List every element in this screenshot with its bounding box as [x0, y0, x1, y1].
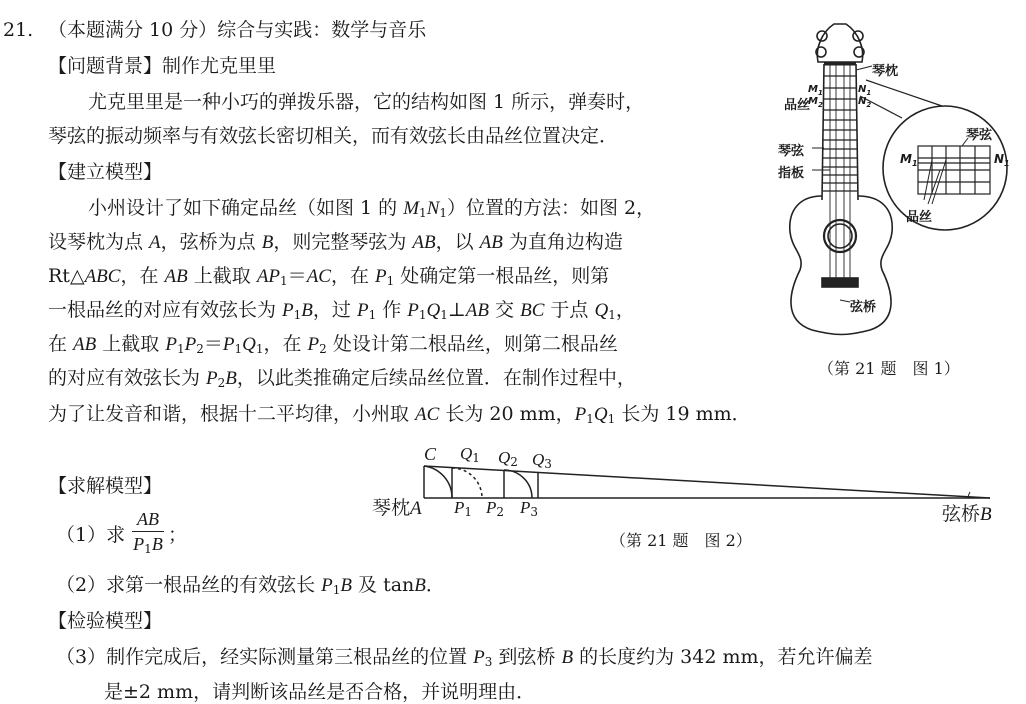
model-line-4: 一根品丝的对应有效弦长为 $P_1B$，过 $P_1$ 作 $P_1Q_1\perp AB$ 交 BC 于点 $Q_1$， [48, 299, 635, 322]
label-zoom-M1: $M_1$ [900, 152, 918, 168]
arc-1 [424, 466, 452, 498]
figure-1-caption: （第 21 题 图 1） [818, 359, 960, 378]
model-line-2: 设琴枕为点 A，弦桥为点 B，则完整琴弦为 AB，以 AB 为直角边构造 [48, 231, 623, 253]
question-1-tail: ； [168, 524, 188, 546]
label-zoom-N1: $N_1$ [994, 152, 1010, 168]
label-qinzhen-A: 琴枕A [372, 497, 422, 519]
section-model: 【建立模型】 [48, 161, 163, 183]
label-zoom-qinxian: 琴弦 [966, 128, 993, 143]
model-line-5: 在 AB 上截取 $P_1P_2=P_1Q_1$，在 $P_2$ 处设计第二根品丝，则第二根品丝 [48, 333, 618, 356]
background-line-1: 尤克里里是一种小巧的弹拨乐器，它的结构如图 1 所示，弹奏时， [88, 91, 645, 113]
model-line-1: 小州设计了如下确定品丝（如图 1 的 $M_1N_1$）位置的方法：如图 2， [88, 197, 656, 220]
figure-2-caption: （第 21 题 图 2） [610, 531, 752, 550]
problem-number: 21. [3, 19, 34, 41]
background-line-2: 琴弦的振动频率与有效弦长密切相关，而有效弦长由品丝位置决定． [48, 125, 619, 147]
label-P2: $P_2$ [486, 498, 505, 519]
section-solve: 【求解模型】 [48, 475, 163, 497]
label-M2: $M_2$ [808, 96, 823, 109]
label-P1: $P_1$ [454, 498, 473, 519]
question-1-label: （1）求 [56, 524, 126, 546]
question-2: （2）求第一根品丝的有效弦长 $P_1B$ 及 tanB． [56, 574, 445, 597]
section-check: 【检验模型】 [48, 610, 163, 632]
label-qinxian: 琴弦 [778, 144, 805, 159]
question-3-line-2: 是±2 mm，请判断该品丝是否合格，并说明理由． [104, 681, 536, 703]
label-P3: $P_3$ [520, 498, 539, 519]
label-xianqiao-B: 弦桥B [942, 503, 992, 525]
label-N2: $N_2$ [858, 96, 872, 109]
fraction-numerator: AB [137, 509, 159, 529]
label-xianqiao: 弦桥 [850, 300, 877, 315]
arc-2 [452, 468, 482, 498]
label-pinsi: 品丝 [784, 98, 811, 113]
fraction-denominator: $P_1B$ [133, 534, 163, 556]
label-N1: $N_1$ [858, 84, 872, 97]
label-C: C [424, 444, 437, 464]
section-background: 【问题背景】制作尤克里里 [48, 55, 277, 77]
label-Q1: $Q_1$ [460, 444, 480, 465]
label-qinzhen: 琴枕 [872, 64, 899, 79]
model-line-7: 为了让发音和谐，根据十二平均律，小州取 AC 长为 20 mm，$P_1Q_1$ 长为 19 mm． [48, 403, 751, 426]
model-line-3: Rt△ABC，在 AB 上截取 $AP_1=AC$，在 $P_1$ 处确定第一根品丝，则第 [48, 265, 610, 288]
label-M1: $M_1$ [808, 84, 823, 97]
label-zoom-pinsi: 品丝 [906, 210, 933, 225]
arc-3 [504, 470, 532, 498]
problem-header: （本题满分 10 分）综合与实践：数学与音乐 [48, 19, 427, 41]
question-3-line-1: （3）制作完成后，经实际测量第三根品丝的位置 $P_3$ 到弦桥 B 的长度约为 342 mm，若允许偏差 [56, 646, 873, 669]
label-zhiban: 指板 [778, 166, 805, 181]
label-Q3: $Q_3$ [532, 450, 552, 471]
label-Q2: $Q_2$ [498, 448, 518, 469]
model-line-6: 的对应有效弦长为 $P_2B$，以此类推确定后续品丝位置．在制作过程中， [48, 367, 636, 390]
